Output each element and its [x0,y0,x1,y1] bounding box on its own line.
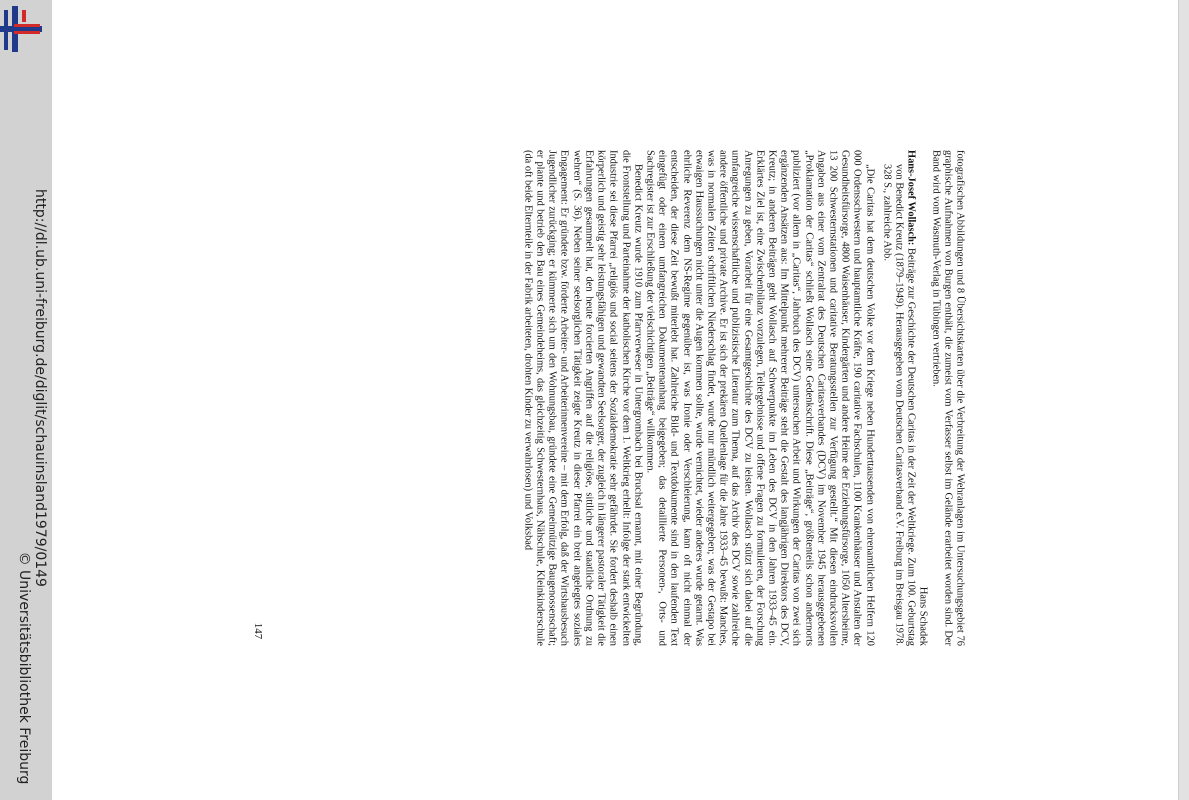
page-number: 147 [252,622,264,640]
review-heading [880,150,917,646]
review-title: Beiträge zur Geschichte der Deutschen Caritas in der Zeit der Weltkriege. Zum 100. Geburtstag von Benedict Kreutz (1879–1949). Herausgegeben vom Deutschen Caritasverband e.V. Freiburg im Breisgau 1978. 328 S., zahlreiche Abb. [881,164,917,646]
paragraph-burgen: fotografischen Abbildungen und 8 Übersichtskarten über die Verbreitung der Wehranlagen im Untersuchungsgebiet 76 graphische Aufnahmen von Burgen enthält, die zumeist vom Verfasser selbst im Gelände erarbeitet worden sind. Der Band wird vom Wasmuth-Verlag in Tübingen vertrieben. [930,150,966,646]
scanned-page-text [261,150,966,646]
ub-freiburg-logo-icon [0,6,44,52]
signature-schadek: Hans Schadek [917,586,929,646]
paragraph-caritas: „Die Caritas hat dem deutschen Volke vor dem Kriege neben Hunderttausenden von ehrenamtlichen Helfern 120 000 Ordensschwestern und hauptamtliche Kräfte, 190 caritative Fachschulen, 1100 Krankenhäuser und Anstalten der Gesundheitsfürsorge, 4800 Waisenhäuser, Kindergärten und andere Heime der Erziehungsfürsorge, 1050 Altersheime, 13 200 Schwesternstationen und caritative Beratungsstellen zur Verfügung gestellt.“ Mit diesen eindrucksvollen Angaben aus einer vom Zentralrat des Deutschen Caritasverbandes (DCV) im November 1945 herausgegebenen „Proklamation der Caritas“ schließt Wollasch seine Gedenkschrift. Diese „Beiträge“, größtenteils schon andernorts publiziert (vor allem in „Caritas“, Jahrbuch des DCV) untersuchen Arbeit und Wirkungen der Caritas von zwei sich ergänzenden Ansätzen aus: Im Mittelpunkt mehrerer Beiträge steht die Gestalt des langjährigen Direktors des DCV, Kreutz; in anderen Beiträgen geht Wollasch auf Schwerpunkte im Leben des DCV in den Jahren 1933–45 ein. Erklärtes Ziel ist, eine Zwischenbilanz vorzulegen, Teilergebnisse und offene Fragen zu formulieren, der Forschung Anregungen zu geben, Vorarbeit für eine Gesamtgeschichte des DCV zu leisten. Wollasch stützt sich dabei auf die umfangreiche wissenschaftliche und publizistische Literatur zum Thema, auf das Archiv des DCV sowie zahlreiche andere öffentliche und private Archive. Er ist sich der prekären Quellenlage für die Jahre 1933–45 bewußt: Manches, was in normalen Zeiten schriftlichen Niederschlag findet, wurde nur mündlich weitergegeben; was der Gestapo bei etwaigen Haussuchungen nicht unter die Augen kommen sollte, wurde vernichtet, wieder anderes wurde getarnt. Was ehrliche Reverenz dem NS-Regime gegenüber ist, was Ironie oder Verschleierung, kann oft nicht einmal der entscheiden, der diese Zeit bewußt miterlebt hat. Zahlreiche Bild- und Textdokumente sind in den laufenden Text eingefügt oder einem umfangreichen Dokumentenanhang beigegeben; das detaillierte Personen-, Orts- und Sachregister ist zur Erschließung der vielschichtigen „Beiträge“ willkommen. [644,150,876,646]
viewer-scrollbar[interactable] [1178,0,1189,800]
copyright-notice: © Universitätsbibliothek Freiburg [16,551,32,785]
paragraph-kreutz: Benedict Kreutz wurde 1910 zum Pfarrverweser in Untergrombach bei Bruchsal ernannt, mit einer Begründung, die Frontstellung und Parteinahme der katholischen Kirche vor dem 1. Weltkrieg erhellt: Infolge der stark entwickelten Industrie sei diese Pfarrei „religiös und social seitens der Sozialdemokratie sehr gefährdet. Sie fordert deshalb einen körperlich und geistig sehr leistungsfähigen und gewandten Seelsorger, der zugleich in längerer pastoraler Tätigkeit die Erfahrungen gesammelt hat, den heute forcierten Angriffen auf die religiöse, sittliche und staatliche Ordnung zu wehren“ (S. 36). Neben seiner seelsorglichen Tätigkeit zeigte Kreutz in dieser Pfarrei ein breit angelegtes soziales Engagement: Er gründete bzw. förderte Arbeiter- und Arbeiterinnenvereine – mit dem Erfolg, daß der Wirtshausbesuch Jugendlicher zurückging; er kümmerte sich um den Wohnungsbau, gründete eine Gemeinnützige Baugenossenschaft; er plante und betrieb den Bau eines Gemeindeheims, das gleichzeitig Schwesternhaus, Nähschule, Kleinkinderschule (da oft beide Elternteile in der Fabrik arbeiteten, drohten Kinder zu verwahrlosen) und Volksbad [522,150,644,646]
viewer-sidebar [0,0,52,800]
source-url: http://dl.ub.uni-freiburg.de/diglit/schauinsland1979/0149 [32,189,48,587]
review-author: Hans-Josef Wollasch: [905,150,917,246]
